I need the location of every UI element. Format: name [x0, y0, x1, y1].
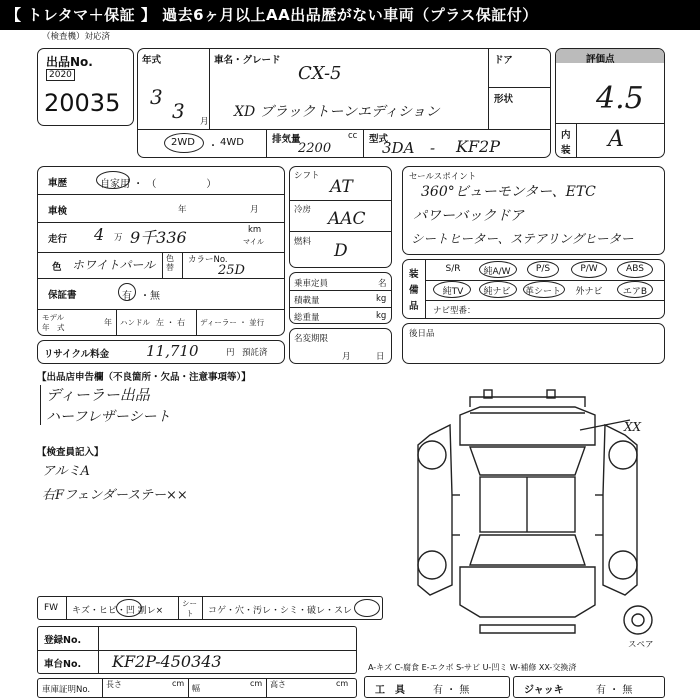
shift-box	[289, 166, 392, 268]
passengers-label: 乗車定員	[294, 279, 329, 289]
mileage-unit-mile: マイル	[243, 238, 264, 246]
seat-label-1: シー	[182, 599, 197, 608]
width-unit: cm	[250, 679, 263, 688]
month-suffix: 月	[200, 117, 209, 127]
shop-note-line-1: ディーラー出品	[46, 386, 150, 404]
name-change-day: 日	[376, 352, 385, 362]
gross-label: 総重量	[294, 313, 320, 323]
jack-opts: 有 ・ 無	[596, 685, 633, 696]
grade-score: 4.5	[596, 81, 644, 116]
registration-box	[37, 626, 357, 674]
recycle-amount: 11,710	[146, 342, 199, 360]
model-name: CX-5	[298, 63, 342, 84]
sales-points-label: セールスポイント	[409, 172, 477, 182]
spare-label: スペア	[628, 640, 654, 650]
drive-sep: ・	[208, 141, 218, 152]
load-unit: kg	[376, 294, 387, 304]
reki-options: 自家用 ・ （ ）	[100, 179, 217, 190]
shop-notes-label: 【出品店申告欄（不良箇所・欠品・注意事項等）】	[37, 372, 251, 383]
lot-box	[37, 48, 134, 126]
page-title-bar: 【 トレタマ＋保証 】 過去6ヶ月以上AA出品歴がない車両（プラス保証付）	[0, 0, 700, 30]
seat-items: コゲ・穴・汚レ・シミ・破レ・スレ	[208, 606, 353, 616]
type-dash: -	[430, 139, 436, 157]
fuel-label: 燃料	[294, 237, 312, 247]
grade-label: 評価点	[586, 54, 615, 65]
navi-model-label: ナビ型番：	[433, 306, 476, 316]
equip-navi: 純ナビ	[483, 287, 511, 297]
type-label: 型式	[369, 134, 389, 145]
capacity-box	[289, 272, 392, 324]
damage-mark: XX	[624, 420, 642, 434]
displacement-label: 排気量	[272, 134, 301, 145]
width-label: 幅	[192, 684, 200, 693]
inspector-line-1: アルミA	[42, 464, 90, 479]
recycle-label: リサイクル料金	[44, 349, 110, 360]
equip-abs: ABS	[626, 264, 644, 274]
inspector-line-2: 右Fフェンダーステー××	[42, 488, 188, 503]
fw-row	[37, 596, 383, 620]
equipment-box	[402, 259, 665, 319]
post-install-label: 後日品	[409, 329, 435, 339]
name-change-box	[289, 328, 392, 364]
name-change-month: 月	[342, 352, 351, 362]
sales-point-line-3: シートヒーター、ステアリングヒーター	[411, 231, 634, 246]
vehicle-box	[137, 48, 551, 158]
model-year-year: 年	[104, 318, 112, 327]
color-change-label: 色替	[166, 254, 174, 272]
equip-leather: 革シート	[524, 287, 561, 297]
handle-label: ハンドル	[120, 318, 150, 327]
drive-2wd: 2WD	[171, 137, 195, 148]
mileage-label: 走行	[48, 234, 68, 245]
model-label: 車名・グレード	[214, 55, 281, 66]
reg-no-label: 登録No.	[44, 635, 82, 646]
type-prefix: 3DA	[382, 139, 415, 157]
color-no-label: カラーNo.	[188, 255, 228, 265]
interior-label-1: 内	[561, 130, 571, 141]
shop-note-line-2: ハーフレザーシート	[46, 409, 171, 425]
lot-label: 出品No.	[46, 55, 93, 69]
mileage-man-unit: 万	[114, 233, 123, 243]
grade-name: XD ブラックトーンエディション	[234, 104, 440, 120]
mileage-rest: 9千336	[130, 228, 187, 247]
equip-tv: 純TV	[442, 287, 464, 297]
sales-point-line-1: 360°ビューモンター、ETC	[421, 184, 596, 200]
equip-ps: P/S	[535, 264, 551, 274]
sales-point-line-2: パワーバックドア	[413, 208, 524, 224]
model-year-label-1: モデル	[42, 313, 65, 322]
equipment-label-1: 装	[409, 269, 419, 280]
name-change-label: 名変期限	[294, 334, 329, 344]
inspector-label: 【検査員記入】	[37, 447, 104, 458]
dims-box	[37, 678, 357, 698]
inspection-note: （検査機）対応済	[42, 32, 111, 42]
fw-items: キズ・ヒビ・凹 割レ×	[72, 606, 164, 616]
chassis-no-label: 車台No.	[44, 659, 82, 670]
damage-legend: A-キズ C-腐食 E-エクボ S-サビ U-凹ミ W-補修 XX-交換済	[368, 663, 577, 672]
equip-pw: P/W	[580, 264, 598, 274]
dims-label: 車庫証明No.	[42, 685, 91, 695]
reki-label: 車歴	[48, 178, 68, 189]
lot-year: 2020	[46, 69, 75, 81]
warranty-yes: 有	[122, 291, 132, 302]
mileage-man: 4	[94, 225, 105, 244]
year-label: 年式	[142, 55, 162, 66]
seat-label-2: ト	[186, 609, 194, 618]
length-unit: cm	[172, 679, 185, 688]
reki-circle	[96, 171, 130, 189]
grade-box	[555, 48, 665, 158]
handle-opts: 左 ・ 右	[156, 318, 186, 327]
shaken-label: 車検	[48, 206, 68, 217]
door-label: ドア	[494, 55, 513, 66]
equip-airbag: エアB	[622, 287, 648, 297]
shift-value: AT	[330, 177, 353, 197]
length-label: 長さ	[106, 680, 122, 689]
color-no: 25D	[218, 263, 245, 278]
passengers-unit: 名	[378, 279, 387, 289]
equipment-label-3: 品	[409, 301, 419, 312]
recycle-unit: 円	[226, 348, 235, 358]
mileage-unit-km: km	[248, 225, 262, 235]
warranty-circle	[118, 283, 136, 301]
displacement-unit: cc	[348, 131, 358, 141]
height-label: 高さ	[270, 680, 286, 689]
cooling-label: 冷房	[294, 205, 312, 215]
interior-label-2: 装	[561, 145, 571, 156]
recycle-box	[37, 340, 285, 364]
equipment-label-2: 備	[409, 285, 419, 296]
tools-label: 工 具	[375, 685, 405, 696]
gross-unit: kg	[376, 311, 387, 321]
sales-points-box	[402, 166, 665, 255]
color-value: ホワイトパール	[72, 258, 156, 272]
tools-box	[364, 676, 510, 698]
drive-4wd: 4WD	[220, 137, 244, 148]
chassis-no: KF2P-450343	[112, 652, 222, 671]
shaken-year: 年	[178, 205, 187, 215]
lot-number: 20035	[44, 89, 121, 117]
model-year-label-2: 年 式	[42, 323, 65, 332]
interior-score: A	[608, 127, 624, 152]
shaken-month: 月	[250, 205, 259, 215]
fw-label: FW	[44, 603, 59, 613]
type-code: KF2P	[456, 137, 500, 156]
equip-aw: 純A/W	[483, 267, 511, 277]
equip-ext-navi: 外ナビ	[575, 287, 603, 297]
recycle-status: 預託済	[242, 348, 268, 358]
month-value: 3	[172, 99, 185, 123]
dealer-label: ディーラー ・ 並行	[200, 318, 265, 327]
warranty-sep: ・	[140, 291, 150, 302]
warranty-no: 無	[150, 291, 160, 302]
load-label: 積載量	[294, 296, 320, 306]
height-unit: cm	[336, 679, 349, 688]
tools-opts: 有 ・ 無	[433, 685, 470, 696]
displacement-value: 2200	[298, 141, 332, 156]
warranty-label: 保証書	[48, 290, 77, 301]
shift-label: シフト	[294, 171, 320, 181]
jack-label: ジャッキ	[524, 685, 564, 696]
fuel-value: D	[334, 241, 348, 261]
shape-label: 形状	[494, 94, 514, 105]
history-box	[37, 166, 285, 336]
jack-box	[513, 676, 665, 698]
year-value: 3	[150, 85, 163, 109]
post-install-box	[402, 323, 665, 364]
equip-sr: S/R	[445, 264, 461, 274]
cooling-value: AAC	[328, 209, 366, 229]
color-label: 色	[52, 262, 62, 273]
